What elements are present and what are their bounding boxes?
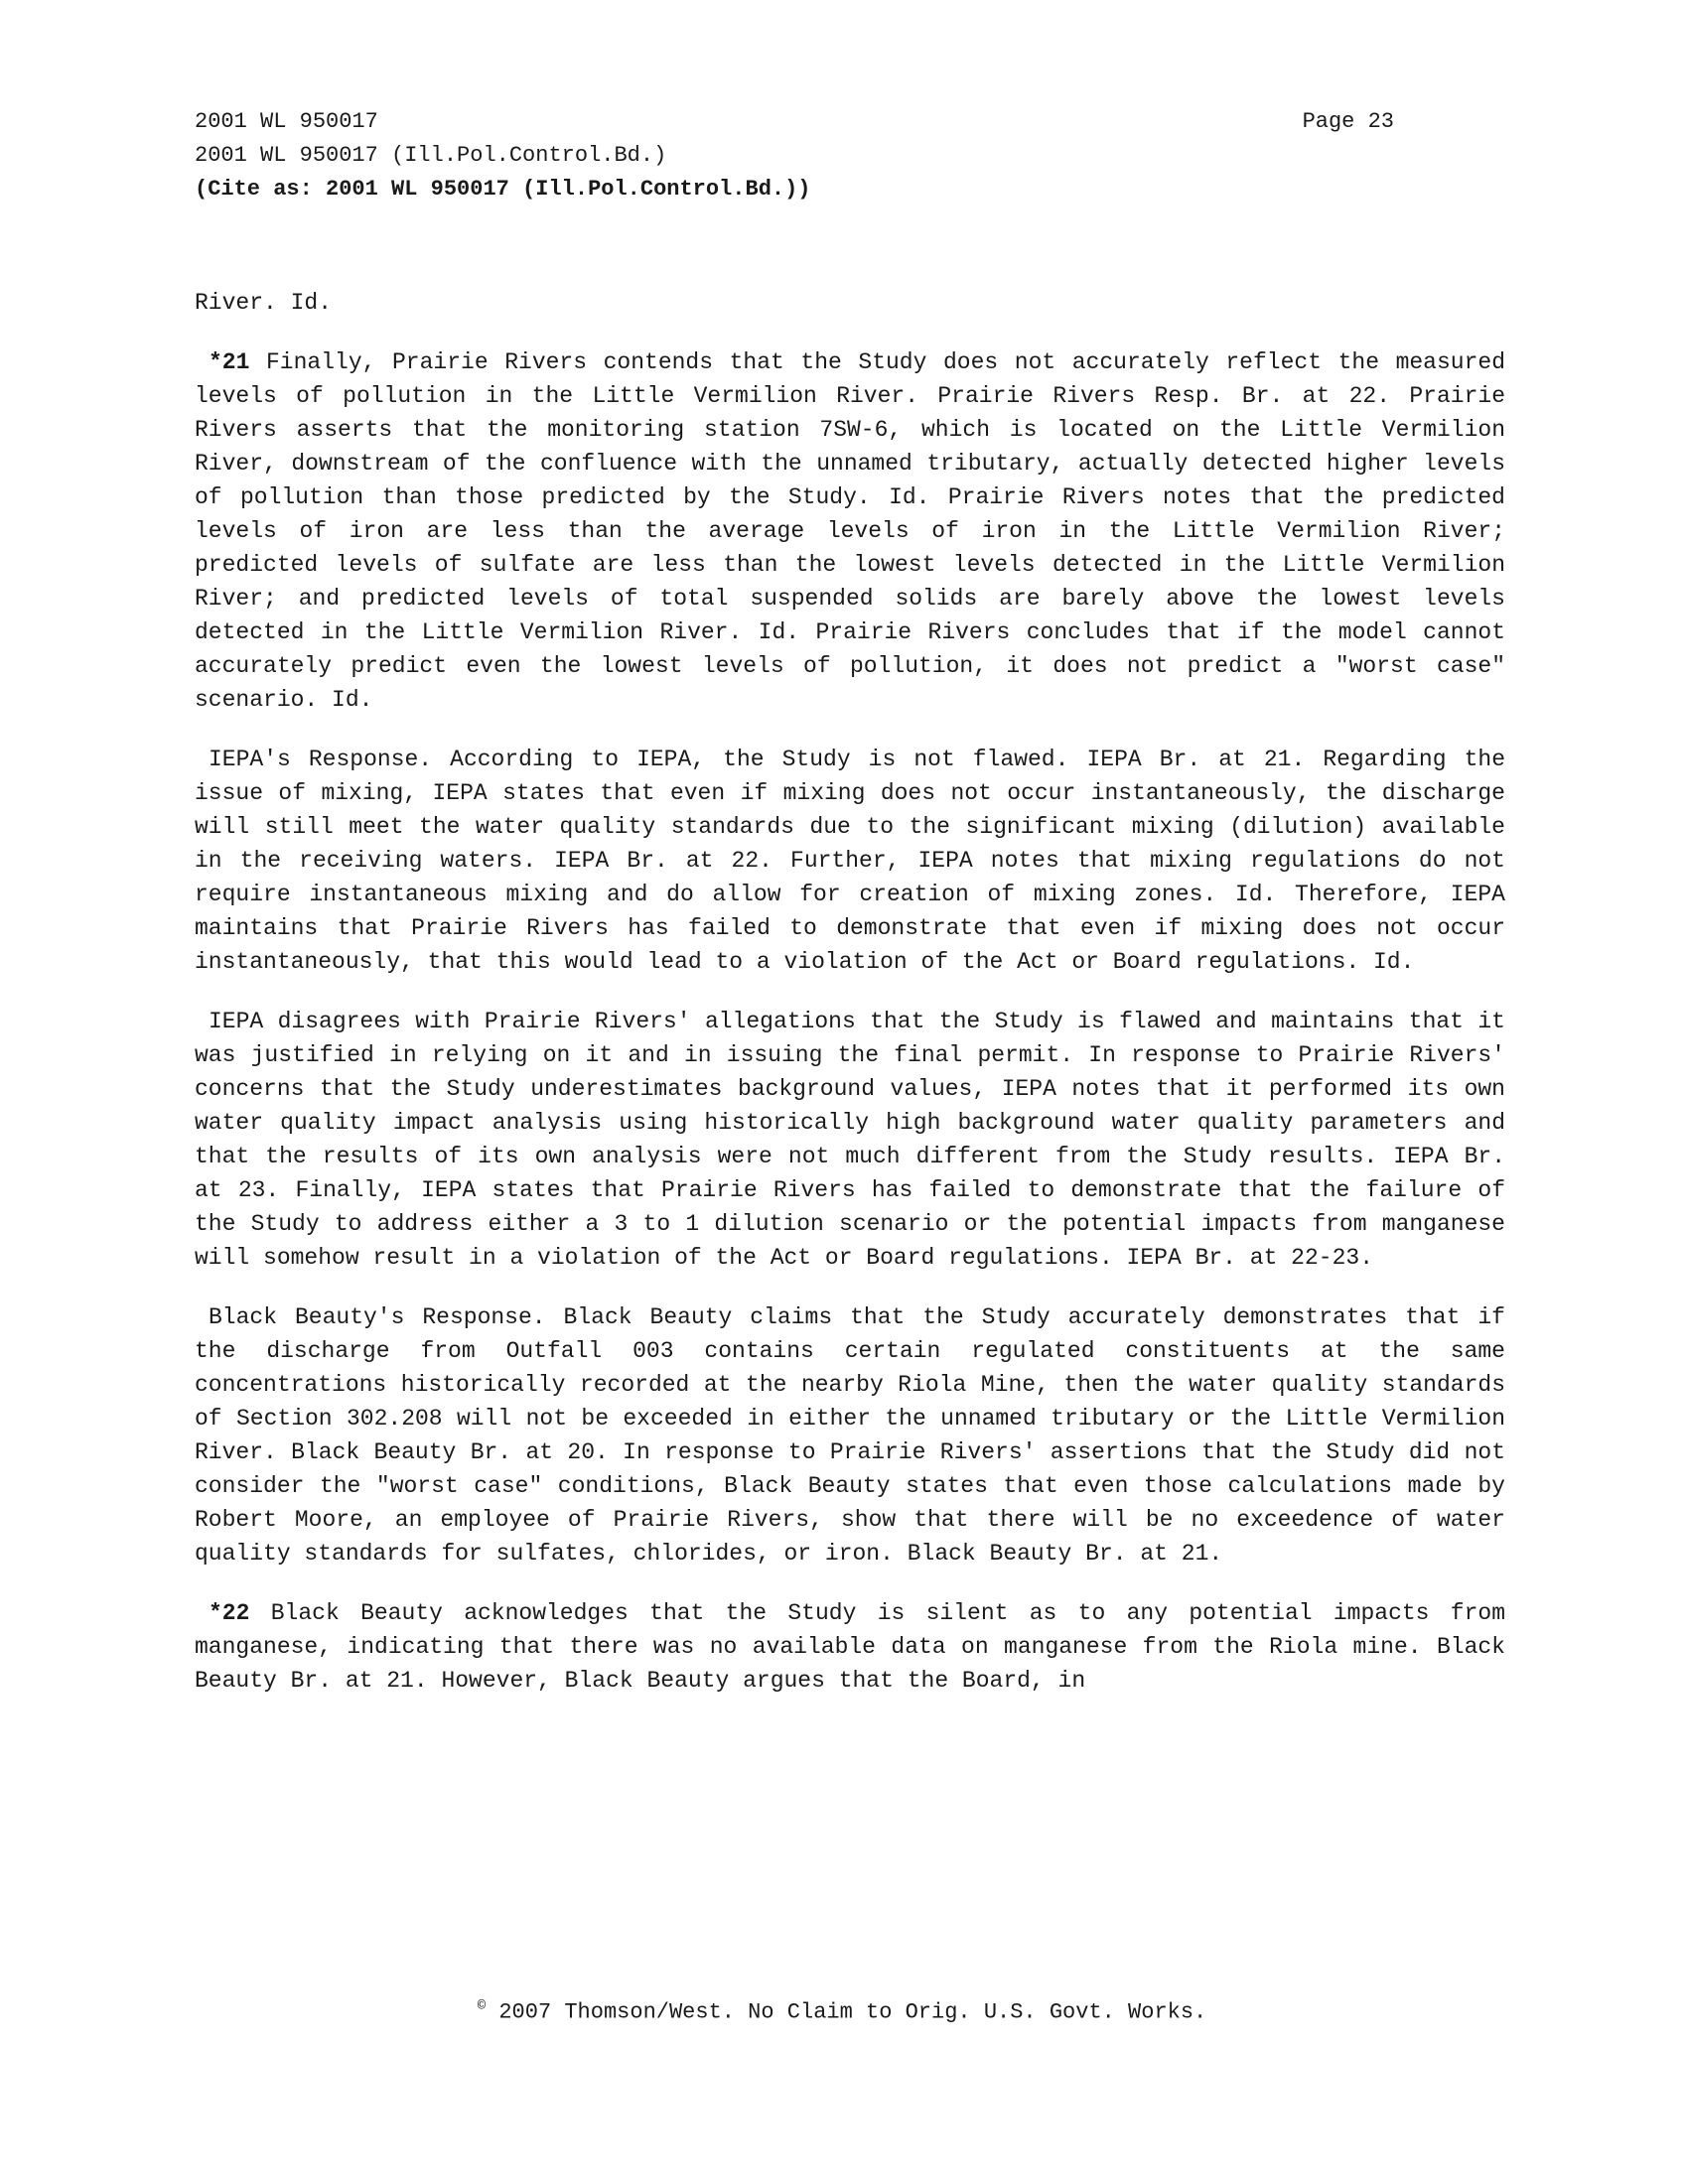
paragraph-iepa-response: IEPA's Response. According to IEPA, the Study is not flawed. IEPA Br. at 21. Regarding the issue of mixing, IEPA states that even if mixing does not occur instantaneously, the discharge will still meet the water quality standards due to the significant mixing (dilution) available in the receiving waters. IEPA Br. at 22. Further, IEPA notes that mixing regulations do not require instantaneous mixing and do allow for creation of mixing zones. Id. Therefore, IEPA maintains that Prairie Rivers has failed to demonstrate that even if mixing does not occur instantaneously, that this would lead to a violation of the Act or Board regulations. Id. — [195, 747, 1505, 975]
citation-line-2: 2001 WL 950017 (Ill.Pol.Control.Bd.) — [195, 143, 667, 168]
paragraph-star-21 — [195, 345, 1505, 717]
paragraph-star-22 — [195, 1596, 1505, 1698]
copyright-text: 2007 Thomson/West. No Claim to Orig. U.S. Govt. Works. — [486, 1999, 1207, 2025]
document-body — [195, 286, 1505, 1723]
star-page-marker-21: *21 — [209, 349, 250, 375]
page-number: Page 23 — [1302, 109, 1394, 134]
copyright-footer — [0, 1991, 1684, 2027]
paragraph-text: Finally, Prairie Rivers contends that the Study does not accurately reflect the measured levels of pollution in the Little Vermilion River. Prairie Rivers Resp. Br. at 22. Prairie Rivers asserts that the monitoring station 7SW-6, which is located on the Little Vermilion River, downstream of the confluence with the unnamed tributary, actually detected higher levels of pollution than those predicted by the Study. Id. Prairie Rivers notes that the predicted levels of iron are less than the average levels of iron in the Little Vermilion River; predicted levels of sulfate are less than the lowest levels detected in the Little Vermilion River; and predicted levels of total suspended solids are barely above the lowest levels detected in the Little Vermilion River. Id. Prairie Rivers concludes that if the model cannot accurately predict even the lowest levels of pollution, it does not predict a "worst case" scenario. Id. — [195, 349, 1505, 713]
cite-as-line: (Cite as: 2001 WL 950017 (Ill.Pol.Control.Bd.)) — [195, 177, 811, 202]
paragraph-iepa-disagrees: IEPA disagrees with Prairie Rivers' allegations that the Study is flawed and maintains that it was justified in relying on it and in issuing the final permit. In response to Prairie Rivers' concerns that the Study underestimates background values, IEPA notes that it performed its own water quality impact analysis using historically high background water quality parameters and that the results of its own analysis were not much different from the Study results. IEPA Br. at 23. Finally, IEPA states that Prairie Rivers has failed to demonstrate that the failure of the Study to address either a 3 to 1 dilution scenario or the potential impacts from manganese will somehow result in a violation of the Act or Board regulations. IEPA Br. at 22-23. — [195, 1009, 1505, 1271]
citation-line-1: 2001 WL 950017 — [195, 109, 378, 134]
copyright-symbol: © — [477, 1998, 487, 2014]
star-page-marker-22: *22 — [209, 1600, 250, 1626]
paragraph-text: Black Beauty acknowledges that the Study is silent as to any potential impacts from manganese, indicating that there was no available data on manganese from the Riola mine. Black Beauty Br. at 21. However, Black Beauty argues that the Board, in — [195, 1600, 1505, 1694]
paragraph-black-beauty-response: Black Beauty's Response. Black Beauty claims that the Study accurately demonstrates that if the discharge from Outfall 003 contains certain regulated constituents at the same concentrations historically recorded at the nearby Riola Mine, then the water quality standards of Section 302.208 will not be exceeded in either the unnamed tributary or the Little Vermilion River. Black Beauty Br. at 20. In response to Prairie Rivers' assertions that the Study did not consider the "worst case" conditions, Black Beauty states that even those calculations made by Robert Moore, an employee of Prairie Rivers, show that there will be no exceedence of water quality standards for sulfates, chlorides, or iron. Black Beauty Br. at 21. — [195, 1304, 1505, 1567]
paragraph-continuation: River. Id. — [195, 290, 333, 316]
document-header — [195, 105, 1485, 206]
